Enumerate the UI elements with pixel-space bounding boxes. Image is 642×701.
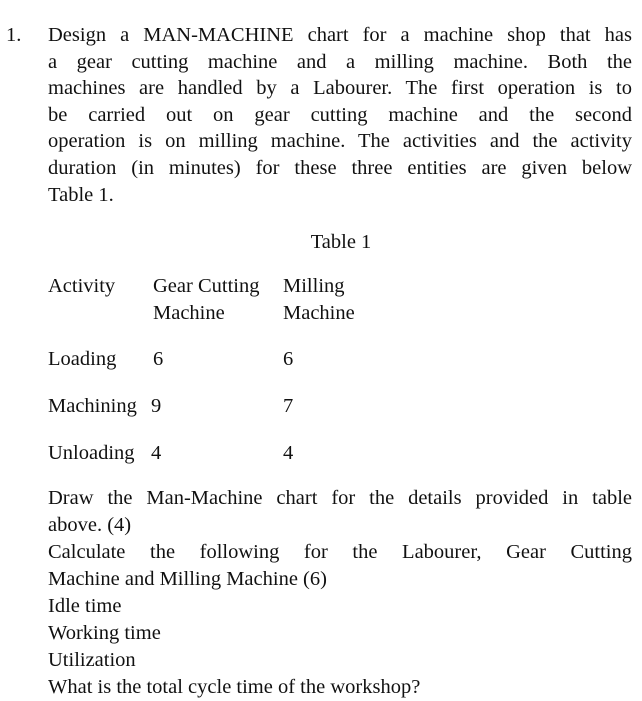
header-milling-line1: Milling <box>283 275 345 297</box>
question-number: 1. <box>6 24 22 46</box>
task-draw-line1: Draw the Man-Machine chart for the details provided in table <box>48 487 632 509</box>
intro-line: be carried out on gear cutting machine and the second <box>48 103 632 126</box>
task-calc-line2: Machine and Milling Machine (6) <box>48 568 327 590</box>
table-caption: Table 1 <box>310 231 372 253</box>
table-row-milling-value: 7 <box>283 395 294 417</box>
table-row-gear-value: 9 <box>151 395 162 417</box>
table-row-milling-value: 6 <box>283 348 294 370</box>
table-row-activity: Loading <box>48 348 117 370</box>
task-item: Utilization <box>48 649 136 671</box>
intro-line: a gear cutting machine and a milling machine. Both the <box>48 50 632 73</box>
task-item: Idle time <box>48 595 122 617</box>
task-list <box>48 485 632 701</box>
header-activity: Activity <box>48 275 116 297</box>
intro-line: duration (in minutes) for these three entities are given below <box>48 156 632 179</box>
header-milling-line2: Machine <box>283 302 355 324</box>
intro-line: machines are handled by a Labourer. The first operation is to <box>48 77 632 100</box>
table-row-milling-value: 4 <box>283 442 294 464</box>
task-calc-line1: Calculate the following for the Labourer, Gear Cutting <box>48 541 632 563</box>
task-final: What is the total cycle time of the workshop? <box>48 676 421 698</box>
header-gear-line1: Gear Cutting <box>153 275 260 297</box>
intro-line: operation is on milling machine. The activities and the activity <box>48 130 632 153</box>
task-item: Working time <box>48 622 161 644</box>
table-row-activity: Machining <box>48 395 137 417</box>
table-row-gear-value: 6 <box>153 348 164 370</box>
question-intro <box>48 22 632 208</box>
header-gear-line2: Machine <box>153 302 225 324</box>
table-row-gear-value: 4 <box>151 442 162 464</box>
intro-line: Design a MAN-MACHINE chart for a machine shop that has <box>48 24 632 46</box>
intro-line: Table 1. <box>48 183 114 206</box>
table-row-activity: Unloading <box>48 442 135 464</box>
task-draw-line2: above. (4) <box>48 514 132 536</box>
